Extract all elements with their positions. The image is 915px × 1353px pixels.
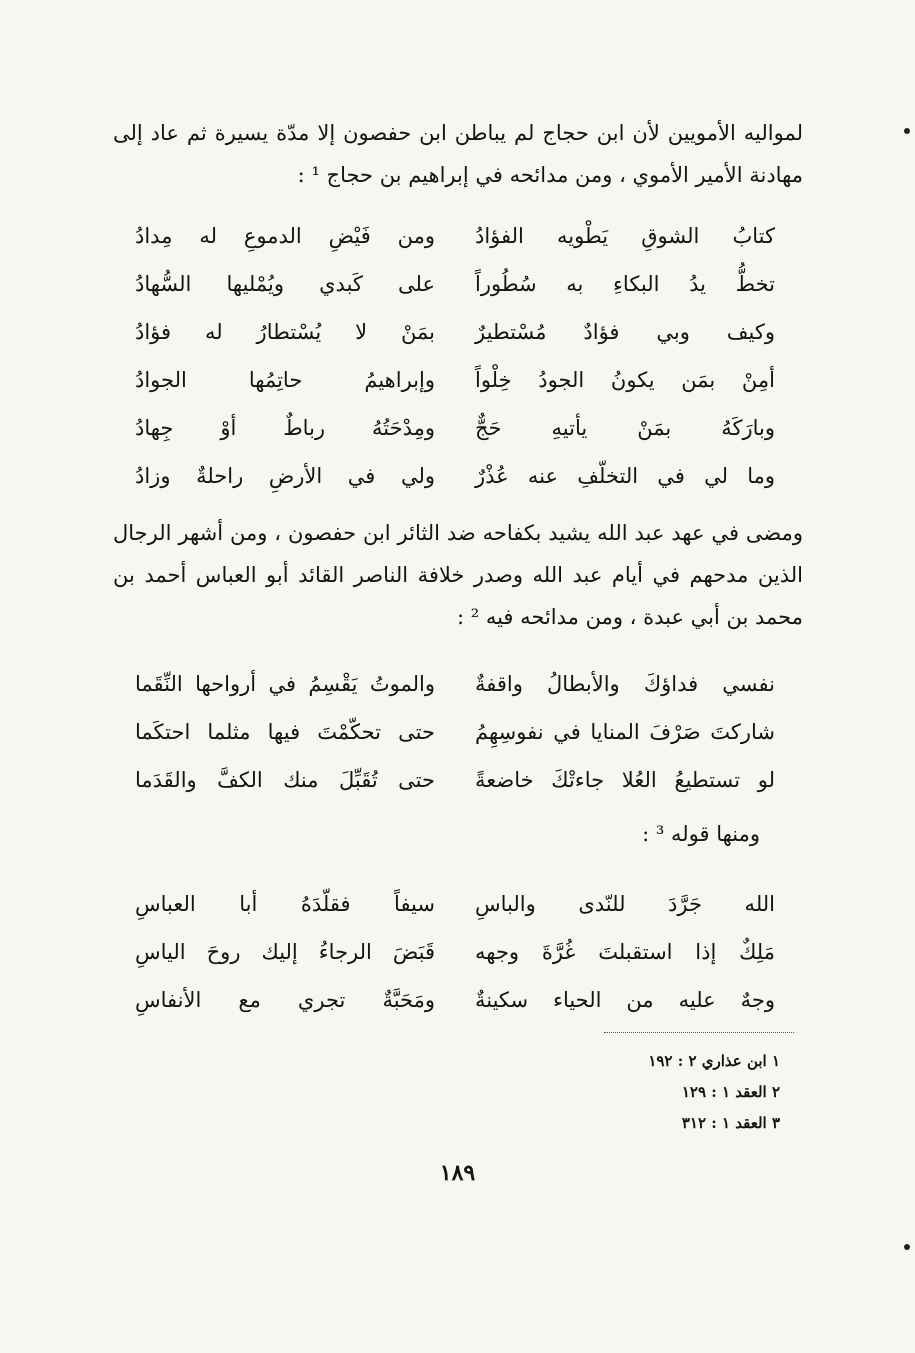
verse (135, 928, 775, 976)
paragraph-2: ومضى في عهد عبد الله يشيد بكفاحه ضد الثائر ابن حفصون ، ومن أشهر الرجال الذين مدحهم في أيام عبد الله وصدر خلافة الناصر القائد أبو العباس أحمد بن محمد بن أبي عبدة ، ومن مدائحه فيه ² : (113, 521, 803, 629)
hemistich: ولي في الأرضِ راحلةٌ وزادُ (135, 464, 435, 488)
hemistich: وجهٌ عليه من الحياء سكينةٌ (475, 988, 775, 1012)
verse (135, 260, 775, 308)
verse (135, 404, 775, 452)
footnotes (648, 1046, 780, 1139)
hemistich: تخطُّ يدُ البكاءِ به سُطُوراً (475, 272, 775, 296)
verse (135, 708, 775, 756)
verse (135, 212, 775, 260)
footnote: ٢ العقد ١ : ١٢٩ (681, 1083, 780, 1101)
scan-mark (904, 1244, 910, 1250)
footnote-divider (604, 1032, 794, 1033)
poem-1 (135, 212, 775, 500)
page-number: ١٨٩ (439, 1160, 476, 1186)
hemistich: كتابُ الشوقِ يَطْويه الفؤادُ (475, 224, 775, 248)
hemistich: ومَحَبَّةٌ تجري مع الأنفاسِ (135, 988, 435, 1012)
hemistich: أمِنْ بمَن يكونُ الجودُ خِلْواً (475, 368, 775, 392)
hemistich: حتى تُقَبِّلَ منك الكفَّ والقَدَما (135, 768, 435, 792)
hemistich: لو تستطيعُ العُلا جاءتْكَ خاضعةً (475, 768, 775, 792)
verse (135, 880, 775, 928)
hemistich: الله جَرَّدَ للنّدى والباسِ (475, 892, 775, 916)
hemistich: شاركتَ صَرْفَ المنايا في نفوسِهِمُ (475, 720, 775, 744)
hemistich: نفسي فداؤكَ والأبطالُ واقفةٌ (475, 672, 775, 696)
poem-3 (135, 880, 775, 1024)
scan-mark (904, 128, 910, 134)
footnote: ٣ العقد ١ : ٣١٢ (681, 1114, 780, 1132)
hemistich: على كَبدي ويُمْليها السُّهادُ (135, 272, 435, 296)
hemistich: وإبراهيمُ حاتِمُها الجوادُ (135, 368, 435, 392)
hemistich: بمَنْ لا يُسْتطارُ له فؤادُ (135, 320, 435, 344)
poem-3-intro: ومنها قوله ³ : (642, 822, 760, 846)
verse (135, 356, 775, 404)
verse (135, 660, 775, 708)
hemistich: وما لي في التخلّفِ عنه عُذْرٌ (475, 464, 775, 488)
verse (135, 308, 775, 356)
hemistich: سيفاً فقلّدَهُ أبا العباسِ (135, 892, 435, 916)
verse (135, 452, 775, 500)
hemistich: وكيف وبي فؤادٌ مُسْتطيرٌ (475, 320, 775, 344)
hemistich: مَلِكٌ إذا استقبلتَ غُرَّةَ وجهه (475, 940, 775, 964)
hemistich: والموتُ يَقْسِمُ في أرواحها النِّقَما (135, 672, 435, 696)
hemistich: حتى تحكّمْتَ فيها مثلما احتكَما (135, 720, 435, 744)
verse (135, 756, 775, 804)
verse (135, 976, 775, 1024)
hemistich: وبارَكَهُ بمَنْ يأتيهِ حَجٌّ (475, 416, 775, 440)
paragraph-1: لمواليه الأمويين لأن ابن حجاج لم يباطن ابن حفصون إلا مدّة يسيرة ثم عاد إلى مهادنة الأمير الأموي ، ومن مدائحه في إبراهيم بن حجاج ¹ : (113, 121, 803, 187)
footnote: ١ ابن عذاري ٢ : ١٩٢ (648, 1052, 780, 1070)
hemistich: ومن فَيْضِ الدموعِ له مِدادُ (135, 224, 435, 248)
poem-2 (135, 660, 775, 804)
hemistich: ومِدْحَتُهُ رباطٌ أوْ جِهادُ (135, 416, 435, 440)
hemistich: قَبَضَ الرجاءُ إليك روحَ الياسِ (135, 940, 435, 964)
